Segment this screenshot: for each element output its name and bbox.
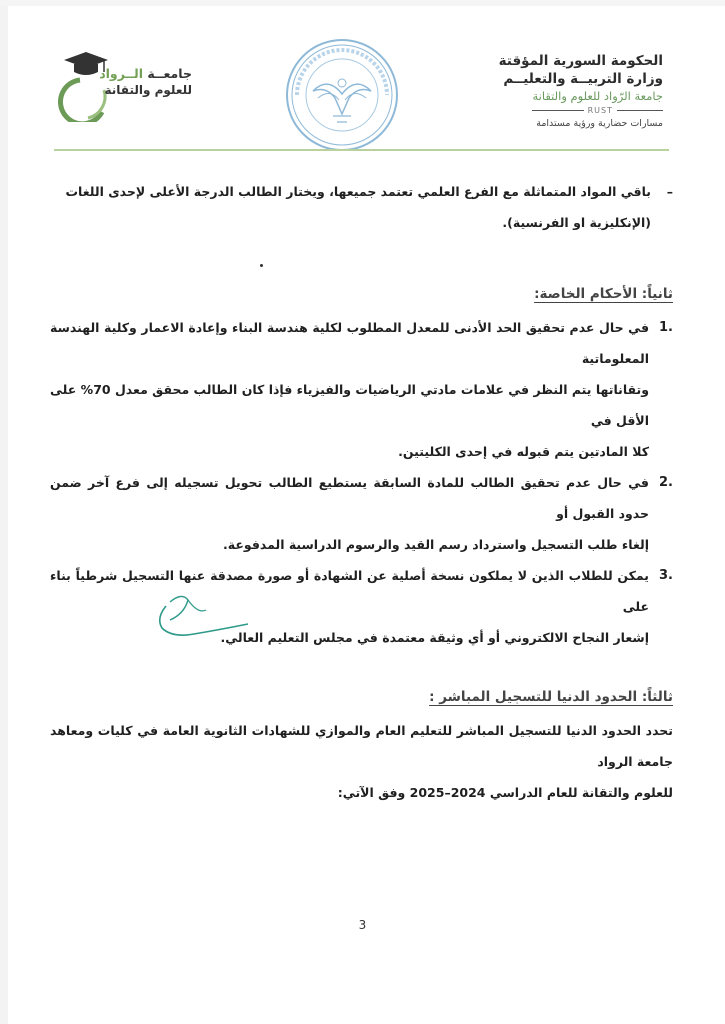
item-number: .2 (659, 475, 673, 490)
abbreviation-row (473, 106, 663, 115)
dash-marker: – (666, 184, 673, 199)
text-line: وتقاناتها يتم النظر في علامات مادتي الرياضيات والفيزياء فإذا كان الطالب محقق معدل 70% على الأقل في (50, 382, 650, 428)
document-body (50, 176, 673, 808)
text-line: في حال عدم تحقيق الحد الأدنى للمعدل المطلوب لكلية هندسة البناء وإعادة الاعمار وكلية الهندسة المعلوماتية (50, 320, 649, 366)
signature-mark (148, 584, 252, 644)
page-number: 3 (358, 918, 367, 932)
list-item (50, 560, 673, 653)
text-line: في حال عدم تحقيق الطالب للمادة السابقة يستطيع الطالب تحويل تسجيله إلى فرع آخر ضمن حدود القبول أو (50, 475, 649, 521)
text-line: كلا المادتين يتم قبوله في إحدى الكليتين. (398, 444, 649, 459)
paragraph (50, 715, 673, 808)
university-name: جامعة الرّواد للعلوم والتقانة (532, 89, 663, 103)
logo-title (92, 66, 192, 82)
text-line: تحدد الحدود الدنيا للتسجيل المباشر للتعليم العام والموازي للشهادات الثانوية العامة في كليات ومعاهد جامعة الرواد (50, 723, 673, 769)
list-item (50, 312, 673, 467)
government-name: الحكومة السورية المؤقتة (498, 53, 663, 69)
logo-subtitle: للعلوم والتقانة (104, 83, 192, 97)
logo-wordmark (92, 66, 192, 98)
text-line: للعلوم والتقانة للعام الدراسي 2024–2025 وفق الآتي: (337, 785, 673, 800)
eagle-seal-icon (283, 36, 401, 154)
text-line: (الإنكليزية او الفرنسية). (502, 215, 651, 230)
list-item (50, 467, 673, 560)
item-number: .1 (659, 320, 673, 335)
text-line: إلغاء طلب التسجيل واسترداد رسم القيد والرسوم الدراسية المدفوعة. (223, 537, 649, 552)
letterhead-text (473, 52, 663, 131)
item-number: .3 (659, 568, 673, 583)
ministry-name: وزارة التربيــة والتعليــم (503, 71, 663, 87)
logo-accent-word: الــرواد (99, 66, 144, 81)
logo-word: جامعــة (147, 66, 192, 81)
intro-bullet (50, 176, 673, 238)
text-line: باقي المواد المتماثلة مع الفرع العلمي تعتمد جميعها، ويختار الطالب الدرجة الأعلى لإحدى اللغات (65, 184, 651, 199)
divider-line (617, 110, 663, 111)
header-divider (54, 149, 669, 151)
text-line: إشعار النجاح الالكتروني أو أي وثيقة معتمدة في مجلس التعليم العالي. (220, 630, 649, 645)
page-edge-top (0, 0, 725, 6)
slogan: مسارات حضارية ورؤية مستدامة (536, 118, 663, 129)
university-logo (52, 36, 190, 126)
text-line: يمكن للطلاب الذين لا يملكون نسخة أصلية عن الشهادة أو صورة مصدقة عنها التسجيل شرطياً بناء على (50, 568, 649, 614)
page-edge-shadow (0, 0, 8, 1024)
abbreviation: RUST (587, 106, 613, 115)
divider-line (532, 110, 584, 111)
section-heading: ثالثاً: الحدود الدنيا للتسجيل المباشر : (429, 689, 673, 705)
section-heading: ثانياً: الأحكام الخاصة: (534, 286, 673, 302)
